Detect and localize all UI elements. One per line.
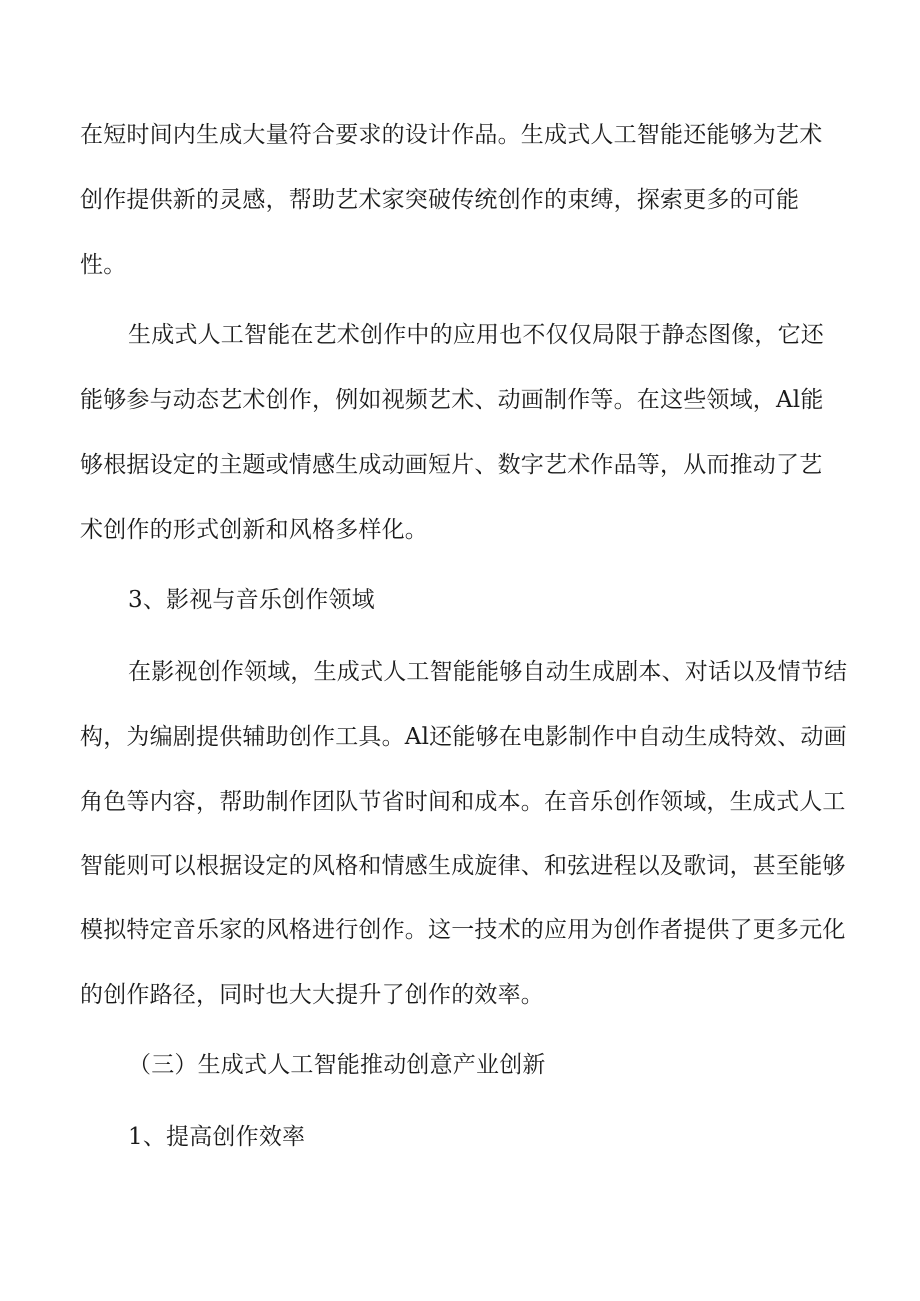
paragraph-3-line-5: 模拟特定音乐家的风格进行创作。这一技术的应用为创作者提供了更多元化 [80,917,846,943]
paragraph-3-line-6: 的创作路径，同时也大大提升了创作的效率。 [80,982,544,1008]
paragraph-3-line-1: 在影视创作领域，生成式人工智能能够自动生成剧本、对话以及情节结 [128,659,848,685]
paragraph-3-line-2: 构，为编剧提供辅助创作工具。Al还能够在电影制作中自动生成特效、动画 [80,724,847,750]
paragraph-2-line-4: 术创作的形式创新和风格多样化。 [80,517,428,543]
paragraph-3-line-3: 角色等内容，帮助制作团队节省时间和成本。在音乐创作领域，生成式人工 [80,789,846,815]
paragraph-1-line-3: 性。 [80,252,127,278]
paragraph-3-line-4: 智能则可以根据设定的风格和情感生成旋律、和弦进程以及歌词，甚至能够 [80,853,846,879]
paragraph-1-line-2: 创作提供新的灵感，帮助艺术家突破传统创作的束缚，探索更多的可能 [80,187,800,213]
subheading-film-music: 3、影视与音乐创作领域 [128,587,375,613]
paragraph-2-line-3: 够根据设定的主题或情感生成动画短片、数字艺术作品等，从而推动了艺 [80,452,823,478]
paragraph-2-line-2: 能够参与动态艺术创作，例如视频艺术、动画制作等。在这些领域，Al能 [80,387,824,413]
subheading-efficiency: 1、提高创作效率 [128,1124,306,1150]
paragraph-1-line-1: 在短时间内生成大量符合要求的设计作品。生成式人工智能还能够为艺术 [80,122,823,148]
paragraph-2-line-1: 生成式人工智能在艺术创作中的应用也不仅仅局限于静态图像，它还 [128,322,824,348]
section-heading-creative-industry: （三）生成式人工智能推动创意产业创新 [128,1052,546,1078]
